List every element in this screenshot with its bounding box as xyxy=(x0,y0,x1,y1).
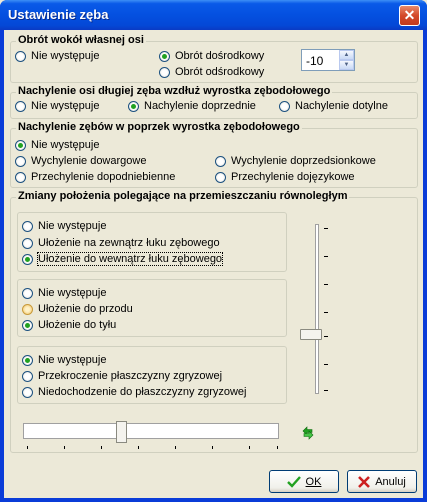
radio-indicator xyxy=(22,221,33,232)
axis-tilt-legend: Nachylenie osi długiej zęba wzdłuż wyrostka zębodołowego xyxy=(18,85,331,97)
radio-indicator xyxy=(15,51,26,62)
cancel-button[interactable] xyxy=(347,470,417,493)
arch-none-radio[interactable]: Nie występuje xyxy=(22,220,106,232)
radio-indicator xyxy=(22,254,33,265)
arch-outside-radio[interactable]: Ułożenie na zewnątrz łuku zębowego xyxy=(22,237,220,249)
radio-indicator xyxy=(15,172,26,183)
front-back-none-radio[interactable]: Nie występuje xyxy=(22,287,106,299)
dialog-client xyxy=(4,30,423,498)
rotation-centrifugal-radio[interactable]: Obrót odśrodkowy xyxy=(159,66,264,78)
arch-inside-radio[interactable]: Ułożenie do wewnątrz łuku zębowego xyxy=(22,253,222,265)
spin-up-button[interactable]: ▲ xyxy=(339,50,354,60)
spin-down-button[interactable]: ▼ xyxy=(339,60,354,70)
radio-indicator xyxy=(22,238,33,249)
radio-indicator xyxy=(215,156,226,167)
close-button[interactable] xyxy=(399,5,420,26)
ok-label: OK xyxy=(305,475,322,488)
teeth-tilt-labial-radio[interactable]: Wychylenie dowargowe xyxy=(15,155,146,167)
rotation-angle-spinner[interactable] xyxy=(301,49,355,71)
slider-tick xyxy=(138,446,139,449)
slider-tick xyxy=(249,446,250,449)
axis-tilt-forward-radio[interactable]: Nachylenie doprzednie xyxy=(128,100,256,112)
teeth-tilt-vestibular-radio[interactable]: Wychylenie doprzedsionkowe xyxy=(215,155,376,167)
check-icon xyxy=(287,476,301,488)
axis-tilt-none-radio[interactable]: Nie występuje xyxy=(15,100,99,112)
slider-tick xyxy=(212,446,213,449)
cancel-label: Anuluj xyxy=(375,475,406,488)
radio-indicator xyxy=(128,101,139,112)
radio-indicator xyxy=(22,288,33,299)
radio-indicator xyxy=(279,101,290,112)
sync-arrows-icon[interactable] xyxy=(300,424,316,440)
radio-indicator xyxy=(15,156,26,167)
vertical-slider-track[interactable] xyxy=(315,224,319,394)
slider-tick xyxy=(277,446,278,449)
radio-indicator xyxy=(159,51,170,62)
teeth-tilt-none-radio[interactable]: Nie występuje xyxy=(15,139,99,151)
radio-indicator xyxy=(15,101,26,112)
axis-tilt-backward-radio[interactable]: Nachylenie dotylne xyxy=(279,100,388,112)
teeth-tilt-palatal-radio[interactable]: Przechylenie dopodniebienne xyxy=(15,171,175,183)
radio-indicator xyxy=(215,172,226,183)
front-radio[interactable]: Ułożenie do przodu xyxy=(22,303,133,315)
vertical-slider-thumb[interactable] xyxy=(300,329,322,340)
occlusal-short-radio[interactable]: Niedochodzenie do płaszczyzny zgryzowej xyxy=(22,386,247,398)
window-title: Ustawienie zęba xyxy=(8,7,109,22)
slider-tick xyxy=(175,446,176,449)
cross-icon xyxy=(358,476,370,488)
radio-indicator xyxy=(22,355,33,366)
slider-tick xyxy=(101,446,102,449)
rotation-legend: Obrót wokół własnej osi xyxy=(18,34,144,46)
slider-tick xyxy=(64,446,65,449)
slider-tick xyxy=(27,446,28,449)
ok-button[interactable] xyxy=(269,470,339,493)
rotation-angle-value[interactable]: -10 xyxy=(306,54,324,68)
slider-tick xyxy=(324,284,328,285)
horizontal-slider-track[interactable] xyxy=(23,423,279,439)
occlusal-exceed-radio[interactable]: Przekroczenie płaszczyzny zgryzowej xyxy=(22,370,222,382)
radio-indicator xyxy=(22,387,33,398)
horizontal-slider-thumb[interactable] xyxy=(116,421,127,443)
radio-indicator xyxy=(22,304,33,315)
slider-tick xyxy=(324,364,328,365)
rotation-centripetal-radio[interactable]: Obrót dośrodkowy xyxy=(159,50,264,62)
slider-tick xyxy=(324,336,328,337)
teeth-tilt-lingual-radio[interactable]: Przechylenie dojęzykowe xyxy=(215,171,355,183)
slider-tick xyxy=(324,256,328,257)
radio-indicator xyxy=(22,371,33,382)
radio-indicator xyxy=(22,320,33,331)
teeth-tilt-legend: Nachylenie zębów w poprzek wyrostka zębodołowego xyxy=(18,121,300,133)
parallel-shift-legend: Zmiany położenia polegające na przemieszczaniu równoległym xyxy=(18,190,348,202)
rotation-none-radio[interactable]: Nie występuje xyxy=(15,50,99,62)
title-bar[interactable] xyxy=(0,0,427,30)
radio-indicator xyxy=(15,140,26,151)
radio-indicator xyxy=(159,67,170,78)
close-icon: ✕ xyxy=(403,7,416,23)
occlusal-none-radio[interactable]: Nie występuje xyxy=(22,354,106,366)
slider-tick xyxy=(324,390,328,391)
slider-tick xyxy=(324,228,328,229)
back-radio[interactable]: Ułożenie do tyłu xyxy=(22,319,116,331)
slider-tick xyxy=(324,312,328,313)
